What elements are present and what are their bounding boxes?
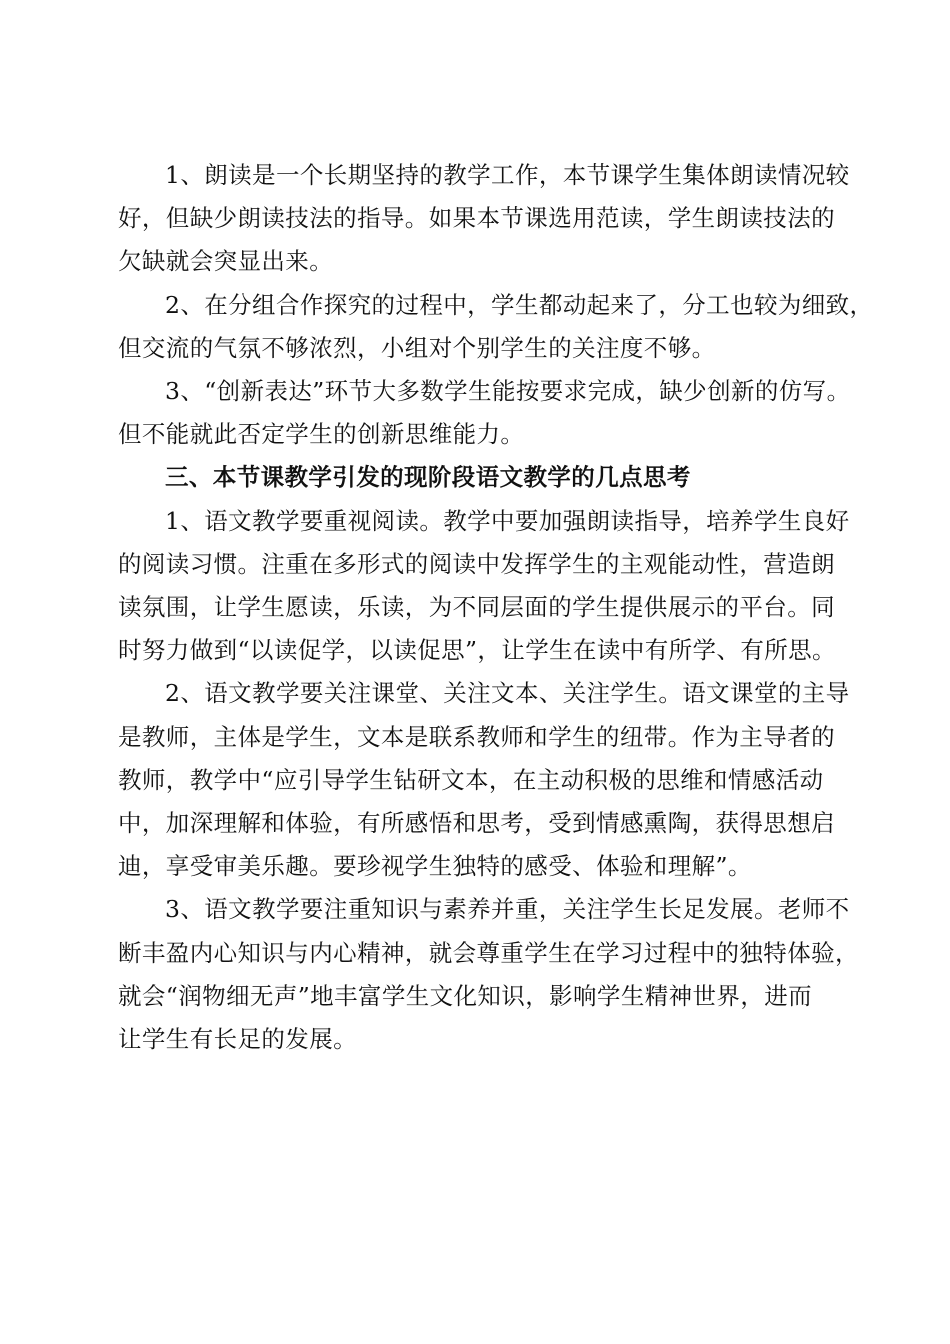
document-page	[118, 154, 874, 1061]
text-line: 读氛围，让学生愿读，乐读，为不同层面的学生提供展示的平台。同	[118, 593, 835, 622]
text-line: 欠缺就会突显出来。	[118, 247, 334, 276]
text-line: 1、语文教学要重视阅读。教学中要加强朗读指导，培养学生良好	[165, 506, 850, 535]
text-line: 2、在分组合作探究的过程中，学生都动起来了，分工也较为细致，	[165, 290, 874, 319]
text-line: 时努力做到“以读促学，以读促思”，让学生在读中有所学、有所思。	[118, 636, 836, 665]
paragraph-2	[118, 284, 874, 370]
paragraph-3	[118, 370, 851, 456]
text-line: 就会“润物细无声”地丰富学生文化知识，影响学生精神世界，进而	[118, 981, 813, 1010]
text-line: 迪，享受审美乐趣。要珍视学生独特的感受、体验和理解”。	[118, 852, 752, 881]
text-line: 2、语文教学要关注课堂、关注文本、关注学生。语文课堂的主导	[165, 679, 850, 708]
paragraph-4	[118, 500, 850, 673]
paragraph-5	[118, 672, 850, 888]
text-line: 教师，教学中“应引导学生钻研文本，在主动积极的思维和情感活动	[118, 765, 824, 794]
paragraph-6	[118, 888, 859, 1061]
text-line: 1、朗读是一个长期坚持的教学工作，本节课学生集体朗读情况较	[165, 161, 850, 189]
text-line: 的阅读习惯。注重在多形式的阅读中发挥学生的主观能动性，营造朗	[118, 549, 835, 578]
text-line: 好，但缺少朗读技法的指导。如果本节课选用范读，学生朗读技法的	[118, 204, 835, 233]
text-line: 是教师，主体是学生，文本是联系教师和学生的纽带。作为主导者的	[118, 722, 835, 751]
text-line: 3、“创新表达”环节大多数学生能按要求完成，缺少创新的仿写。	[165, 377, 851, 406]
text-line: 3、语文教学要注重知识与素养并重，关注学生长足发展。老师不	[165, 895, 850, 924]
text-line: 但不能就此否定学生的创新思维能力。	[118, 420, 525, 449]
text-line: 但交流的气氛不够浓烈，小组对个别学生的关注度不够。	[118, 333, 716, 362]
text-line: 中，加深理解和体验，有所感悟和思考，受到情感熏陶，获得思想启	[118, 809, 835, 838]
text-line: 断丰盈内心知识与内心精神，就会尊重学生在学习过程中的独特体验，	[118, 938, 859, 967]
section-heading-text: 三、本节课教学引发的现阶段语文教学的几点思考	[165, 463, 691, 492]
text-line: 让学生有长足的发展。	[118, 1025, 357, 1054]
paragraph-1	[118, 154, 850, 284]
section-heading	[118, 456, 835, 499]
